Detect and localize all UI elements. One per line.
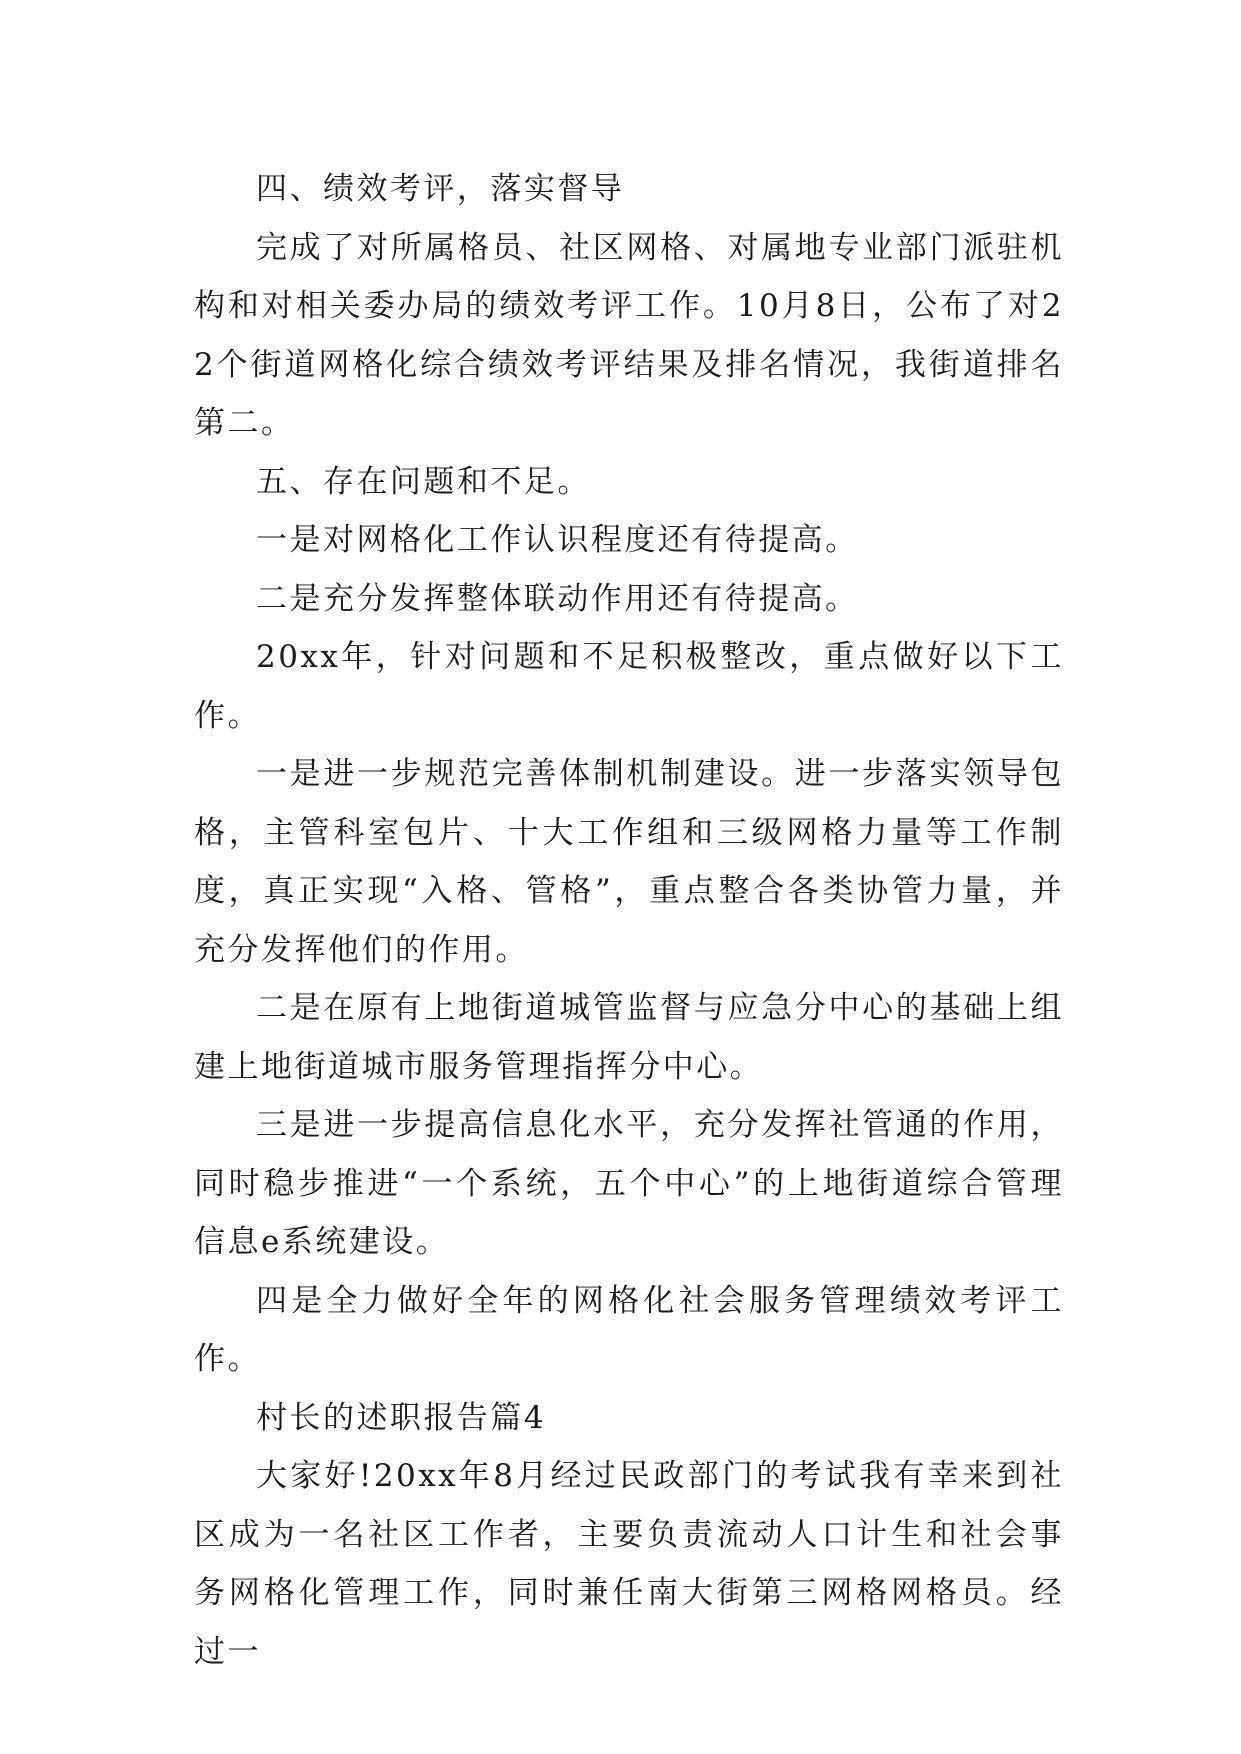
document-body bbox=[194, 160, 1064, 1681]
paragraph-performance-review: 完成了对所属格员、社区网格、对属地专业部门派驻机构和对相关委办局的绩效考评工作。10月8日，公布了对22个街道网格化综合绩效考评结果及排名情况，我街道排名第二。 bbox=[194, 229, 1064, 441]
paragraph-plan-3: 三是进一步提高信息化水平，充分发挥社管通的作用，同时稳步推进“一个系统，五个中心”的上地街道综合管理信息e系统建设。 bbox=[194, 1107, 1064, 1260]
paragraph-plan-1: 一是进一步规范完善体制机制建设。进一步落实领导包格，主管科室包片、十大工作组和三级网格力量等工作制度，真正实现“入格、管格”，重点整合各类协管力量，并充分发挥他们的作用。 bbox=[194, 756, 1064, 968]
section-heading-performance: 四、绩效考评，落实督导 bbox=[256, 171, 625, 207]
paragraph-problem-1: 一是对网格化工作认识程度还有待提高。 bbox=[256, 522, 859, 558]
section-heading-problems: 五、存在问题和不足。 bbox=[256, 463, 591, 500]
paragraph-plan-4: 四是全力做好全年的网格化社会服务管理绩效考评工作。 bbox=[194, 1282, 1064, 1377]
paragraph-report-4-intro: 大家好!20xx年8月经过民政部门的考试我有幸来到社区成为一名社区工作者，主要负责流动人口计生和社会事务网格化管理工作，同时兼任南大街第三网格网格员。经过一 bbox=[194, 1458, 1064, 1670]
paragraph-problem-2: 二是充分发挥整体联动作用还有待提高。 bbox=[256, 580, 859, 617]
paragraph-plan-2: 二是在原有上地街道城管监督与应急分中心的基础上组建上地街道城市服务管理指挥分中心。 bbox=[194, 990, 1064, 1085]
section-heading-report-4: 村长的述职报告篇4 bbox=[256, 1399, 547, 1436]
paragraph-plan-intro: 20xx年，针对问题和不足积极整改，重点做好以下工作。 bbox=[194, 639, 1064, 734]
